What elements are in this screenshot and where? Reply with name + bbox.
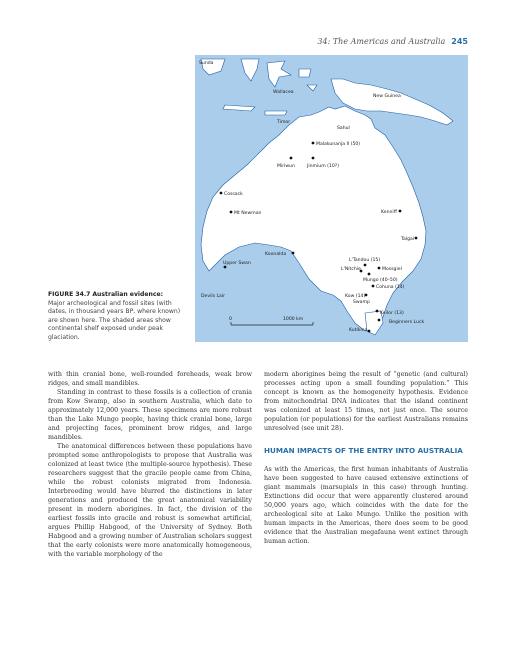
site-dot	[292, 252, 295, 255]
label-new-guinea: New Guinea	[373, 94, 401, 99]
label-jinmium: Jinmium (10?)	[307, 164, 340, 169]
label-kenniff: Kenniff	[381, 210, 397, 215]
island-7	[265, 111, 287, 115]
site-dot	[372, 285, 375, 288]
label-mt-newman: Mt Newman	[234, 211, 262, 216]
section-heading: HUMAN IMPACTS OF THE ENTRY INTO AUSTRALIA	[264, 446, 463, 455]
label-wallacea: Wallacea	[273, 90, 294, 95]
paragraph: Standing in contrast to these fossils is a collection of crania from Kow Swamp, also in southern Australia, which date to approximately 12,000 years. These specimens are more robust than the Lake Mungo people, having thick cranial bone, large and projecting faces, prominent brow ridges, and large mandibles.	[48, 389, 252, 441]
site-dot	[290, 157, 293, 160]
page-number: 245	[451, 37, 468, 46]
scale-length: 1000 km	[283, 317, 304, 322]
figure-caption	[48, 291, 186, 343]
figure-title: Australian evidence:	[92, 291, 164, 298]
label-cohuna: Cohuna (14)	[376, 285, 405, 290]
running-head-title: 34: The Americas and Australia	[317, 37, 446, 46]
label-beginners-luck: Beginners Luck	[389, 320, 425, 325]
paragraph: modern aborigines being the result of “genetic (and cultural) processes acting upon a small founding population.” This concept is known as the homogeneity hypothesis. Evidence from mitochondrial DNA indicates that the island continent was colonized at least 15 times, not just once. The source population (or populations) for the earliest Australians remains unresolved (see unit 28).	[264, 371, 468, 432]
site-dot	[364, 264, 367, 267]
site-dot	[312, 157, 315, 160]
site-dot	[368, 330, 371, 333]
site-dot	[376, 310, 379, 313]
site-dot	[415, 237, 418, 240]
label-keilor: Keilor (13)	[380, 311, 404, 316]
site-dot	[378, 319, 381, 322]
scale-zero: 0	[229, 317, 232, 322]
right-column	[264, 370, 468, 546]
label-cossack: Cossack	[224, 192, 243, 197]
label-talgai: Talgai	[401, 237, 415, 242]
label-lnitchie: L'Nitchie	[341, 267, 361, 272]
label-timor: Timor	[277, 120, 291, 125]
label-kow-swamp: Kow (14)	[345, 294, 366, 299]
site-dot	[312, 142, 315, 145]
figure-label: FIGURE 34.7	[48, 291, 91, 298]
label-sunda: Sunda	[199, 61, 214, 66]
island-4	[299, 69, 311, 77]
label-ltandou: L'Tandou (15)	[349, 258, 381, 263]
label-mossgiel: Mossgiel	[382, 267, 402, 272]
label-sahul: Sahul	[337, 126, 350, 131]
label-koonalda: Koonalda	[265, 252, 287, 257]
left-column	[48, 370, 252, 559]
site-dot	[378, 267, 381, 270]
site-dot	[230, 211, 233, 214]
label-malakunanja: Malakunanja II (50)	[316, 142, 361, 147]
site-dot	[220, 192, 223, 195]
label-miriwun: Miriwun	[277, 164, 295, 169]
label-swamp: Swamp	[353, 300, 370, 305]
site-dot	[368, 273, 371, 276]
site-dot	[224, 266, 227, 269]
figure-caption-text: Major archeological and fossil sites (with dates, in thousand years BP, where known) are shown here. The shaded areas show continental shelf exposed under peak glaciation.	[48, 299, 181, 341]
paragraph: As with the Americas, the first human inhabitants of Australia have been suggested to have caused extensive extinctions of giant mammals (marsupials in this case) through hunting. Extinctions did occur that were apparently clustered around 50,000 years ago, which coincides with the date for the archeological site at Lake Mungo. Unlike the position with human impacts in the Americas, there does seem to be good evidence that the Australian megafauna went extinct through human action.	[264, 465, 468, 545]
site-dot	[399, 210, 402, 213]
label-upper-swan: Upper Swan	[223, 261, 251, 266]
australia-map	[195, 55, 468, 342]
paragraph: with thin cranial bone, well-rounded foreheads, weak brow ridges, and small mandibles.	[48, 371, 252, 387]
paragraph: The anatomical differences between these populations have prompted some anthropologists to propose that Australia was colonized at least twice (the multiple-source hypothesis). These researchers suggest that the gracile people came from China, while the robust colonists migrated from Indonesia. Interbreeding would have blurred the distinctions in later generations and produced the great anatomical variability present in modern aborigines. In fact, the division of the earliest fossils into gracile and robust is somewhat artificial, argues Phillip Habgood, of the University of Sydney. Both Habgood and a growing number of Australian scholars suggest that the early colonists were more anatomically homogeneous, with the variable morphology of the	[48, 443, 252, 558]
label-kutikina: Kutikina	[349, 328, 368, 333]
label-devils-lair: Devils Lair	[201, 294, 226, 299]
running-head	[317, 37, 468, 46]
label-mungo: Mungo (40–50)	[363, 278, 398, 283]
